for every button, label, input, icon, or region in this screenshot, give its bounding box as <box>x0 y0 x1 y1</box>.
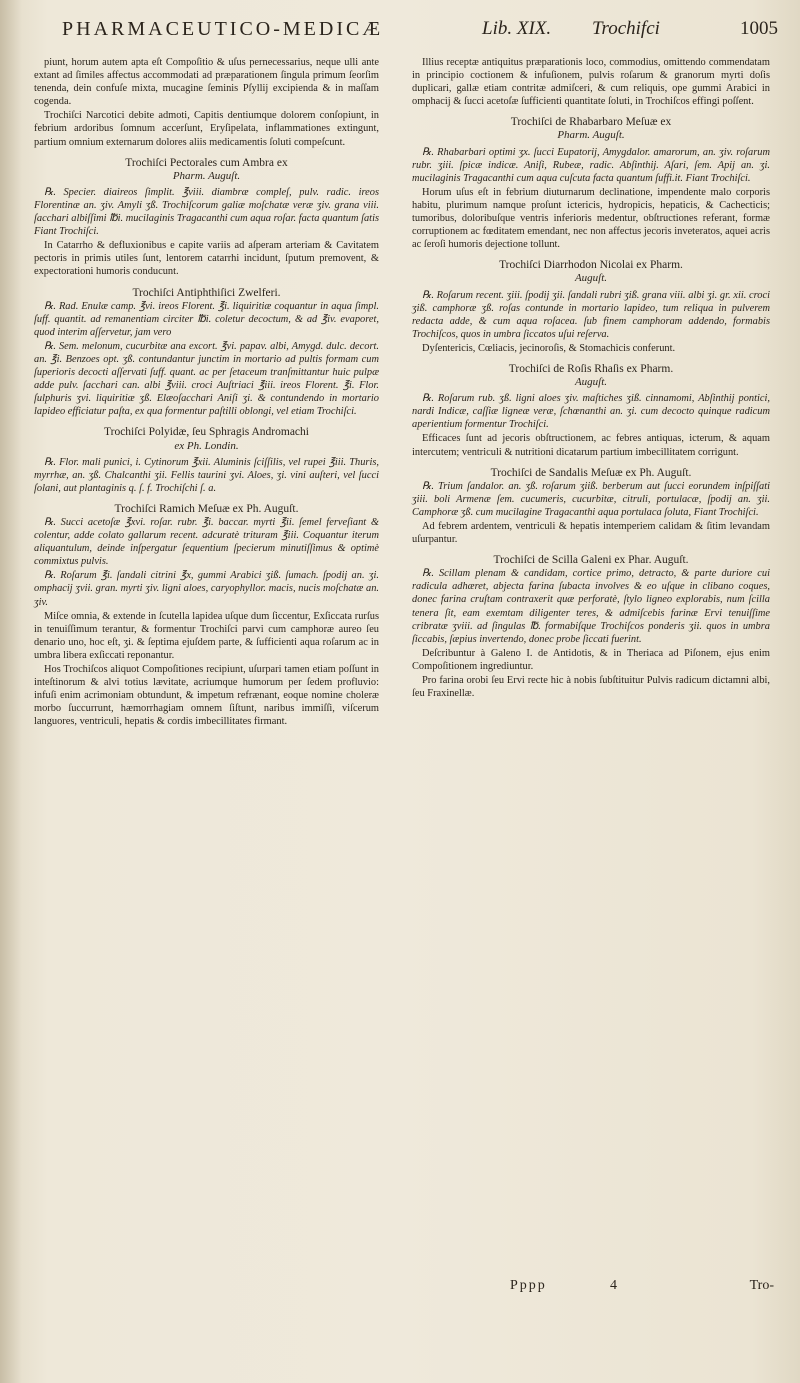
section-heading: Trochiſci Polyidæ, ſeu Sphragis Andromachi <box>104 426 309 439</box>
paragraph: piunt, horum autem apta eſt Compoſitio & uſus pernecessarius, neque ulli ante extant ad ſimiles affectus accommodati ad præparationem ſingula primum ſeorſim tenenda, dein confuſe mixta, mucagine ſeminis Pſyllij excipienda & in maſſam cogenda. <box>34 57 379 108</box>
paragraph: Miſce omnia, & extende in ſcutella lapidea uſque dum ſiccentur, Exſiccata rurſus in tenuiſſimum terantur, & formentur Trochiſci parvi cum camphoræ aureo ſeu denario uno, hoc eſt, ʒi. & ſeptima ejuſdem parte, & ſufficienti aqua roſarum ac in umbra libera exſiccati reponantur. <box>34 610 379 661</box>
recipe-text: ℞. Roſarum ℥i. ſandali citrini ℥x, gummi Arabici ʒiß. ſumach. ſpodij an. ʒi. omphacij ʒvii. gran. myrti ʒiv. ligni aloes, caryophyllor. macis, nucis moſchatæ an. ʒiv. <box>34 570 379 608</box>
section-heading: Trochiſci de Scilla Galeni ex Phar. Auguſt. <box>493 554 689 567</box>
section-heading: Trochiſci de Rhabarbaro Meſuæ ex <box>510 116 672 129</box>
paragraph: Trochiſci Narcotici debite admoti, Capitis dentiumque dolorem conſopiunt, in febrium ardoribus ſomnum accerſunt, Eryſipelata, inflammationes extingunt, partium omnium externarum dolores aliis medicamentis ſoluti compeſcunt. <box>34 110 379 148</box>
recipe-text: ℞. Rhabarbari optimi ʒx. ſucci Eupatorij, Amygdalor. amarorum, an. ʒiv. roſarum rubr. ʒiii. ſpicæ indicæ. Aniſi, Rubeæ, radic. Abſinthij. Aſari, ſem. Apij an. ʒi. mucilaginis Tragacanthi cum aqua cuſcuta facta quantum ſuffi.it. Fiant Trochiſci. <box>412 146 770 184</box>
signature-number: 4 <box>610 1278 617 1293</box>
page-number: 1005 <box>740 18 778 39</box>
section-heading: Trochiſci de Sandalis Meſuæ ex Ph. Auguſt. <box>490 466 692 479</box>
section-source: Pharm. Auguſt. <box>172 169 241 182</box>
section-source: Auguſt. <box>574 272 608 285</box>
section-source: Auguſt. <box>574 376 608 389</box>
section-heading: Trochiſci Antiphthiſici Zwelferi. <box>132 286 281 299</box>
paragraph: Deſcribuntur à Galeno I. de Antidotis, & in Theriaca ad Piſonem, ejus enim Compoſitionem ingrediuntur. <box>412 647 770 672</box>
paragraph: Horum uſus eſt in febrium diuturnarum declinatione, impendente malo corporis habitu, plurimum namque proſunt ictericis, hydropicis, hepaticis, & Cachecticis; tumoribus, doloribuſque ventris inferioris medentur, obſtructiones referant, formæ corruptionem ac fœditatem emendant, nec non affectus jecoris inveteratos, aquei acris ac ſeroſi humoris dejectione tollunt. <box>412 186 770 251</box>
section-heading: Trochiſci Pectorales cum Ambra ex <box>125 156 288 169</box>
section-heading: Trochiſci Diarrhodon Nicolai ex Pharm. <box>499 259 683 272</box>
left-column <box>34 56 379 730</box>
signature-mark: Pppp <box>510 1278 547 1293</box>
running-title: PHARMACEUTICO-MEDICÆ <box>62 18 384 40</box>
running-header <box>62 18 782 50</box>
section-heading: Trochiſci de Roſis Rhaſis ex Pharm. <box>508 362 674 375</box>
recipe-text: ℞. Roſarum recent. ʒiii. ſpodij ʒii. ſandali rubri ʒiß. grana viii. albi ʒi. gr. xii. croci ʒiß. camphoræ ʒß. roſas contunde in mortario lapideo, tum reliqua in pulverem redacta adde, & cum aqua roſacea. ſub finem camphoram addendo, formabis Trochiſcos, quos in umbra ſiccatos uſui reſerva. <box>412 289 770 340</box>
right-column <box>412 56 770 701</box>
recipe-text: ℞. Specier. diaireos ſimplit. ℥viii. diambræ compleſ, pulv. radic. ireos Florentinæ an. ʒiv. Amyli ʒß. Trochiſcorum galiæ moſchatæ veræ ʒiv. grana viii. ſacchari albiſſimi ℔i. mucilaginis Tragacanthi cum aqua roſar. facta quantum ſatis Fiant Trochiſci. <box>34 186 379 238</box>
recipe-text: ℞. Trium ſandalor. an. ʒß. roſarum ʒiiß. berberum aut ſucci eorundem inſpiſſati ʒiii. boli Armenæ ſem. cucumeris, cucurbitæ, citruli, portulacæ, ſpodij an. ʒii. Camphoræ ʒß. cum mucilagine Tragacanthi aqua portulaca ſoluta, Fiant Trochiſci. <box>412 480 770 518</box>
page-footer <box>510 1278 774 1298</box>
binding-shadow <box>0 0 22 1383</box>
paragraph: Ad febrem ardentem, ventriculi & hepatis intemperiem calidam & ſitim levandam uſurpantur. <box>412 521 770 546</box>
section-title: Trochifci <box>592 18 660 39</box>
paragraph: Efficaces ſunt ad jecoris obſtructionem, ac febres antiquas, icterum, & aquam intercutem; ventriculi & nutritioni dicatarum partium imbecillitatem corrigunt. <box>412 433 770 458</box>
section-source: ex Ph. Londin. <box>174 439 239 452</box>
recipe-text: ℞. Rad. Enulæ camp. ℥vi. ireos Florent. ℥i. liquiritiæ coquantur in aqua ſimpl. ſuff. quantit. ad remanentiam circiter ℔i. coletur decoctum, & ad ℥iv. evaporet, quod interim aſſervetur, jam vero <box>34 300 379 338</box>
paragraph: Illius receptæ antiquitus præparationis loco, commodius, omittendo commendatam in principio coctionem & infuſionem, pulvis roſarum & granorum myrti doſis duplicari, gallæ etiam contritæ admiſceri, & cum reliquis, ope gummi Arabici in omphacij & ſucci acetoſæ ſufficienti quantitate ſoluti, in Trochiſcos effingi poſſent. <box>412 57 770 108</box>
section-heading: Trochiſci Ramich Meſuæ ex Ph. Auguſt. <box>114 502 299 515</box>
recipe-text: ℞. Succi acetoſæ ℥xvi. roſar. rubr. ℥i. baccar. myrti ℥ii. ſemel ferveſiant & colentur, adde colato gallarum recent. adcuratè trituram ℥iii. Coquantur iterum aliquantulum, deinde inſpergatur ſequentium ſpecierum minutiſſimus & optimè commixtus pulvis. <box>34 517 379 568</box>
book-number: Lib. XIX. <box>482 18 552 39</box>
recipe-text: ℞. Scillam plenam & candidam, cortice primo, detracto, & parte duriore cui radicula adhæret, abjecta farina ſubacta involves & eo uſque in clibano coques, donec farina cruſtam contraxerit quæ perforatè, ſtylo ligneo explorabis, num ſcilla tenera ſit, eam exemtam diligenter teres, & admiſcebis farinæ Ervi tenuiſſime cribratæ ʒviii. ad ſingulas ℔. formabiſque Trochiſcos ponderis ʒii. quos in umbra ſiccabis, ſæpius invertendo, donec probe ſiccati fuerint. <box>412 568 770 645</box>
paragraph: In Catarrho & defluxionibus e capite variis ad aſperam arteriam & Cavitatem pectoris in primis utiles ſunt, lentorem catarrhi incidunt, ſputum premovent, & expectorationi humoris conducunt. <box>34 240 379 278</box>
recipe-text: ℞. Flor. mali punici, i. Cytinorum ℥xii. Aluminis ſciſſilis, vel rupei ℥iii. Thuris, myrrhæ, an. ʒß. Chalcanthi ʒii. Fellis taurini ʒvi. Aloes, ʒi. vini auſteri, vel ſucci ſolani, aut plantaginis q. ſ. f. Trochiſchi ſ. a. <box>34 456 379 494</box>
paragraph: Pro farina orobi ſeu Ervi recte hic à nobis ſubſtituitur Pulvis radicum dictamni albi, ſeu Fraxinellæ. <box>412 675 770 700</box>
recipe-text: ℞. Roſarum rub. ʒß. ligni aloes ʒiv. maſtiches ʒiß. cinnamomi, Abſinthij pontici, nardi Indicæ, caſſiæ ligneæ veræ, ſchœnanthi an. ʒi. cum decocto quinque radicum aperientium formentur Trochiſci. <box>412 393 770 431</box>
paragraph: Hos Trochiſcos aliquot Compoſitiones recipiunt, uſurpari tamen etiam poſſunt in inteſtinorum & alvi totius lævitate, acriumque humorum per ſedem profluvio: infuſi enim acrimoniam obtundunt, & impetum refrænant, eoque nomine choleræ morbo ſuccurrunt, hæmorrhagiam omnem ſiſtunt, naribus immiſſi, viſcerum languores, ventriculi, hepatis & cordis imbecillitates firmant. <box>34 664 379 728</box>
section-source: Pharm. Auguſt. <box>557 129 625 142</box>
paragraph: Dyſentericis, Cœliacis, jecinoroſis, & Stomachicis conferunt. <box>422 342 676 354</box>
catchword: Tro- <box>749 1278 774 1293</box>
recipe-text: ℞. Sem. melonum, cucurbitæ ana excort. ℥vi. papav. albi, Amygd. dulc. decort. an. ℥i. Benzoes opt. ʒß. contundantur junctim in mortario ad pultis formam cum ſuperioris decocti aſſervati ſuff. quant. ac per ſetaceum tranſmittantur huic pulpæ adde pulv. ſacchari can. albi ℥viii. croci Auſtriaci ℥iii. ireos Florent. ℥i. Flor. ſulphuris ʒvi. liquiritiæ ʒß. Elæoſacchari Aniſi ʒi. & contundendo in mortario lapideo efficiatur paſta, ex qua formentur paſtilli oblongi, vel etiam Trochiſci. <box>34 340 379 418</box>
